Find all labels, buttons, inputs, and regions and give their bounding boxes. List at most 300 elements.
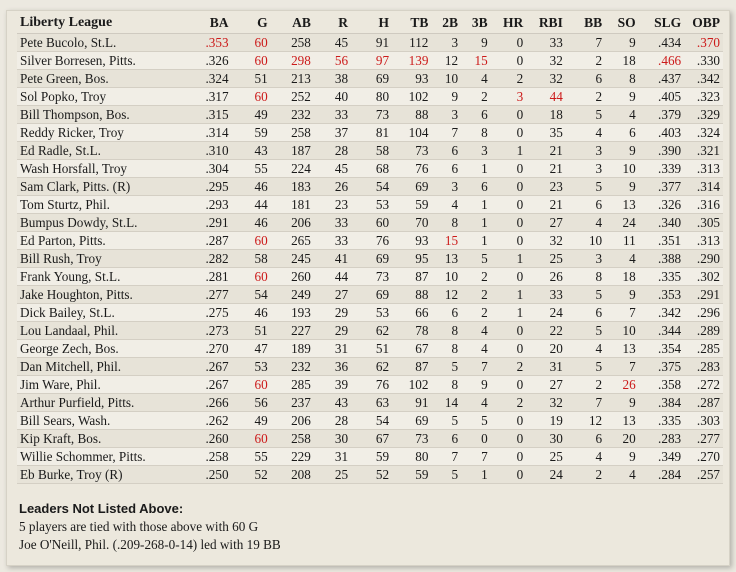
stat-cell: 298	[291, 52, 311, 68]
stat-cell: 51	[254, 322, 268, 338]
stat-cell: 24	[549, 466, 563, 482]
stat-cell: 0	[516, 322, 524, 338]
stat-cell: 5	[595, 322, 603, 338]
notes-line: Joe O'Neill, Phil. (.209-268-0-14) led with 19 BB	[19, 537, 281, 552]
column-header: HR	[491, 13, 527, 34]
table-row	[17, 268, 723, 286]
stat-cell: .257	[696, 466, 720, 482]
stat-cell: 62	[375, 358, 390, 374]
stat-cell: 0	[516, 52, 524, 68]
stat-cell: .290	[696, 250, 720, 266]
stat-cell: 2	[516, 394, 524, 410]
table-row	[17, 286, 723, 304]
stat-cell: 87	[415, 358, 429, 374]
stat-cell: 139	[408, 52, 429, 68]
stat-cell: 63	[375, 394, 390, 410]
stat-cell: 265	[291, 232, 311, 248]
stat-cell: .379	[658, 106, 682, 122]
stat-cell: .284	[658, 466, 682, 482]
stat-cell: .291	[205, 214, 229, 230]
stat-cell: .266	[205, 394, 229, 410]
stat-cell: .267	[205, 376, 229, 392]
stat-cell: 78	[415, 322, 429, 338]
stat-cell: 3	[451, 34, 459, 50]
stat-cell: 7	[629, 304, 636, 320]
stat-cell: 59	[415, 196, 429, 212]
stat-cell: 91	[375, 34, 390, 50]
stat-cell: 45	[334, 160, 349, 176]
stat-cell: 1	[516, 142, 524, 158]
stat-cell: 14	[444, 394, 459, 410]
notes-heading: Leaders Not Listed Above:	[19, 501, 184, 516]
stat-cell: .326	[658, 196, 682, 212]
stat-cell: 0	[516, 232, 524, 248]
stat-cell: 29	[334, 322, 349, 338]
stat-cell: 4	[595, 124, 603, 140]
stat-cell: 58	[254, 250, 268, 266]
stat-cell: 9	[481, 376, 488, 392]
stat-cell: 32	[549, 52, 563, 68]
stat-cell: 4	[629, 106, 636, 122]
stat-cell: 0	[516, 340, 524, 356]
stat-cell: 47	[254, 340, 268, 356]
stat-cell: 6	[595, 70, 603, 86]
stat-cell: 54	[375, 412, 390, 428]
table-row	[17, 232, 723, 250]
stat-cell: 32	[549, 394, 563, 410]
stat-cell: 4	[629, 466, 636, 482]
stat-cell: 8	[451, 340, 459, 356]
stat-cell: 26	[334, 178, 349, 194]
column-header: R	[314, 13, 351, 34]
stat-cell: 13	[622, 196, 636, 212]
stat-cell: .277	[205, 286, 229, 302]
stat-cell: 95	[415, 250, 429, 266]
stat-cell: .277	[696, 430, 720, 446]
stat-cell: .287	[205, 232, 229, 248]
stat-cell: 53	[254, 358, 268, 374]
leaders-notes	[19, 500, 281, 554]
stat-cell: 9	[629, 394, 636, 410]
stat-cell: 5	[451, 412, 459, 428]
stat-cell: 4	[481, 322, 488, 338]
stat-cell: 0	[516, 160, 524, 176]
stat-cell: 193	[291, 304, 311, 320]
player-name: Jim Ware, Phil.	[20, 376, 101, 392]
stat-cell: .272	[696, 376, 720, 392]
player-name: Bill Sears, Wash.	[20, 412, 111, 428]
stat-cell: 5	[481, 412, 488, 428]
stat-cell: 33	[549, 286, 563, 302]
stat-cell: 2	[595, 376, 603, 392]
table-row	[17, 178, 723, 196]
stat-cell: 0	[516, 412, 524, 428]
stat-cell: .289	[696, 322, 720, 338]
player-name: Sam Clark, Pitts. (R)	[20, 178, 131, 194]
stat-cell: 249	[291, 286, 311, 302]
stat-cell: 19	[549, 412, 563, 428]
stat-cell: .403	[658, 124, 682, 140]
stat-cell: 60	[254, 88, 268, 104]
stat-cell: 112	[409, 34, 429, 50]
stat-cell: 26	[622, 376, 636, 392]
stat-cell: .335	[658, 412, 682, 428]
stat-cell: 43	[254, 142, 268, 158]
table-row	[17, 88, 723, 106]
stat-cell: 59	[415, 466, 429, 482]
stat-cell: 13	[622, 340, 636, 356]
stat-cell: 23	[334, 196, 349, 212]
stat-cell: 7	[451, 124, 459, 140]
stat-cell: 52	[375, 466, 390, 482]
player-name: Tom Sturtz, Phil.	[20, 196, 110, 212]
stat-cell: 10	[622, 322, 636, 338]
stat-cell: 25	[334, 466, 349, 482]
stat-cell: 7	[595, 394, 603, 410]
league-stats-table	[17, 13, 723, 484]
stat-cell: 44	[334, 268, 349, 284]
stat-cell: 33	[334, 106, 349, 122]
table-row	[17, 376, 723, 394]
stat-cell: 3	[595, 142, 603, 158]
table-row	[17, 106, 723, 124]
stat-cell: 5	[451, 358, 459, 374]
stat-cell: 27	[334, 286, 349, 302]
stat-cell: 30	[549, 430, 563, 446]
stat-cell: 6	[481, 106, 488, 122]
stat-cell: .466	[658, 52, 682, 68]
stat-cell: 10	[444, 70, 459, 86]
stat-cell: .326	[205, 52, 229, 68]
stat-cell: 12	[588, 412, 603, 428]
stat-cell: 5	[595, 106, 603, 122]
stat-cell: .384	[658, 394, 682, 410]
stat-cell: .323	[696, 88, 720, 104]
stat-cell: 6	[451, 430, 459, 446]
stat-cell: 0	[516, 268, 524, 284]
stat-cell: 41	[334, 250, 349, 266]
stat-cell: 0	[516, 376, 524, 392]
stat-cell: .273	[205, 322, 229, 338]
stat-cell: 62	[375, 322, 390, 338]
player-name: George Zech, Bos.	[20, 340, 119, 356]
stat-cell: 23	[549, 178, 563, 194]
stat-cell: .313	[696, 160, 720, 176]
stat-cell: 87	[415, 268, 429, 284]
stat-cell: 5	[595, 286, 603, 302]
stat-cell: 258	[291, 430, 311, 446]
stat-cell: 1	[516, 304, 524, 320]
stat-cell: 45	[334, 34, 349, 50]
stat-cell: 8	[629, 70, 636, 86]
stat-cell: .370	[696, 34, 720, 50]
stat-cell: 3	[481, 142, 488, 158]
stat-cell: 21	[549, 142, 563, 158]
table-row	[17, 52, 723, 70]
stat-cell: 60	[254, 430, 268, 446]
stat-cell: 2	[481, 88, 488, 104]
stat-cell: 55	[254, 160, 268, 176]
column-header: AB	[271, 13, 314, 34]
player-name: Silver Borresen, Pitts.	[20, 52, 136, 68]
stat-cell: 53	[375, 196, 390, 212]
player-name: Willie Schommer, Pitts.	[20, 448, 146, 464]
player-name: Kip Kraft, Bos.	[20, 430, 102, 446]
stat-cell: .283	[658, 430, 682, 446]
stat-cell: 181	[291, 196, 311, 212]
stat-cell: 46	[254, 178, 268, 194]
stat-cell: 6	[451, 160, 459, 176]
table-row	[17, 124, 723, 142]
stat-cell: 0	[516, 196, 524, 212]
stat-cell: .250	[205, 466, 229, 482]
player-name: Arthur Purfield, Pitts.	[20, 394, 135, 410]
stat-cell: 25	[549, 448, 563, 464]
stat-cell: 189	[291, 340, 311, 356]
stat-cell: 18	[622, 52, 636, 68]
stat-cell: 97	[375, 52, 390, 68]
stat-cell: 4	[595, 340, 603, 356]
stat-cell: 49	[254, 412, 268, 428]
stat-cell: 10	[444, 268, 459, 284]
stats-panel	[6, 10, 730, 566]
table-row	[17, 466, 723, 484]
stat-cell: 80	[375, 88, 390, 104]
stat-cell: 81	[375, 124, 390, 140]
stat-cell: .344	[658, 322, 682, 338]
player-name: Dick Bailey, St.L.	[20, 304, 115, 320]
stat-cell: 31	[334, 448, 349, 464]
table-row	[17, 196, 723, 214]
stat-cell: 37	[334, 124, 349, 140]
player-name: Reddy Ricker, Troy	[20, 124, 124, 140]
stat-cell: 54	[254, 286, 268, 302]
player-name: Jake Houghton, Pitts.	[20, 286, 133, 302]
table-row	[17, 142, 723, 160]
stat-cell: 15	[474, 52, 488, 68]
stat-cell: 0	[516, 34, 524, 50]
stat-cell: 2	[516, 70, 524, 86]
stat-cell: .258	[205, 448, 229, 464]
stat-cell: .283	[696, 358, 720, 374]
stat-cell: .390	[658, 142, 682, 158]
stat-cell: .310	[205, 142, 229, 158]
stat-cell: .351	[658, 232, 682, 248]
stat-cell: 69	[375, 70, 390, 86]
stat-cell: .262	[205, 412, 229, 428]
stat-cell: 2	[481, 268, 488, 284]
stat-cell: 49	[254, 106, 268, 122]
stat-cell: 2	[595, 52, 603, 68]
stat-cell: 0	[516, 106, 524, 122]
stat-cell: 4	[481, 340, 488, 356]
stat-cell: 187	[291, 142, 311, 158]
stat-cell: 76	[415, 160, 429, 176]
stat-cell: 7	[629, 358, 636, 374]
player-name: Eb Burke, Troy (R)	[20, 466, 123, 482]
stat-cell: 5	[595, 358, 603, 374]
player-name: Frank Young, St.L.	[20, 268, 121, 284]
stat-cell: 260	[291, 268, 311, 284]
stat-cell: 8	[451, 322, 459, 338]
table-row	[17, 322, 723, 340]
stat-cell: 31	[334, 340, 349, 356]
stat-cell: .282	[205, 250, 229, 266]
stat-cell: 1	[481, 232, 488, 248]
column-header: BA	[185, 13, 231, 34]
stat-cell: .314	[696, 178, 720, 194]
stat-cell: 258	[291, 124, 311, 140]
stat-cell: 9	[629, 34, 636, 50]
stat-cell: 208	[291, 466, 311, 482]
stat-cell: .293	[205, 196, 229, 212]
stat-cell: 60	[254, 268, 268, 284]
player-name: Dan Mitchell, Phil.	[20, 358, 122, 374]
player-name: Pete Bucolo, St.L.	[20, 34, 117, 50]
stat-cell: 56	[334, 52, 349, 68]
stat-cell: 102	[408, 376, 429, 392]
stat-cell: .313	[696, 232, 720, 248]
stat-cell: .287	[696, 394, 720, 410]
stat-cell: 4	[595, 214, 603, 230]
stat-cell: 5	[451, 466, 459, 482]
stat-cell: 237	[291, 394, 311, 410]
stat-cell: .315	[205, 106, 229, 122]
stat-cell: .329	[696, 106, 720, 122]
stat-cell: 245	[291, 250, 311, 266]
stat-cell: 29	[334, 304, 349, 320]
stat-cell: 52	[254, 466, 268, 482]
stat-cell: 13	[444, 250, 459, 266]
stat-cell: 24	[549, 304, 563, 320]
stat-cell: 58	[375, 142, 390, 158]
stat-cell: 224	[291, 160, 311, 176]
stat-cell: 7	[451, 448, 459, 464]
stat-cell: 9	[629, 88, 636, 104]
stat-cell: 1	[481, 196, 488, 212]
stat-cell: 1	[516, 250, 524, 266]
stat-cell: 51	[254, 70, 268, 86]
notes-line: 5 players are tied with those above with 60 G	[19, 519, 259, 534]
table-row	[17, 34, 723, 52]
stat-cell: .330	[696, 52, 720, 68]
player-name: Ed Parton, Pitts.	[20, 232, 106, 248]
table-row	[17, 394, 723, 412]
stat-cell: .353	[658, 286, 682, 302]
stat-cell: .375	[658, 358, 682, 374]
stat-cell: 227	[291, 322, 311, 338]
stat-cell: 88	[415, 106, 429, 122]
stat-cell: 38	[334, 70, 349, 86]
stat-cell: .358	[658, 376, 682, 392]
stat-cell: 26	[549, 268, 563, 284]
stat-cell: 8	[451, 376, 459, 392]
league-title: Liberty League	[17, 13, 185, 34]
stat-cell: 6	[451, 142, 459, 158]
stat-cell: 56	[254, 394, 268, 410]
stat-cell: 35	[549, 124, 563, 140]
player-rows	[17, 34, 723, 484]
stat-cell: 9	[629, 178, 636, 194]
stat-cell: 69	[375, 286, 390, 302]
stat-cell: .354	[658, 340, 682, 356]
table-row	[17, 340, 723, 358]
stat-cell: .281	[205, 268, 229, 284]
stat-cell: 60	[254, 34, 268, 50]
stat-cell: 232	[291, 358, 311, 374]
stat-cell: 33	[334, 214, 349, 230]
stat-cell: 93	[415, 232, 429, 248]
stat-cell: 11	[622, 232, 636, 248]
stat-cell: 36	[334, 358, 349, 374]
stat-cell: .316	[696, 196, 720, 212]
stat-cell: 9	[629, 142, 636, 158]
stat-cell: 10	[588, 232, 603, 248]
stat-cell: 67	[375, 430, 390, 446]
stat-cell: .295	[205, 178, 229, 194]
stat-cell: 51	[375, 340, 390, 356]
stat-cell: 28	[334, 142, 349, 158]
stat-cell: .437	[658, 70, 682, 86]
stat-cell: 3	[451, 106, 459, 122]
stat-cell: 4	[629, 250, 636, 266]
table-row	[17, 358, 723, 376]
stat-cell: .270	[205, 340, 229, 356]
table-row	[17, 430, 723, 448]
stat-cell: 252	[291, 88, 311, 104]
stat-cell: 33	[549, 34, 563, 50]
stat-cell: 69	[415, 178, 429, 194]
stat-cell: 20	[622, 430, 636, 446]
stat-cell: 68	[375, 160, 390, 176]
stat-cell: .314	[205, 124, 229, 140]
stat-cell: 59	[375, 448, 390, 464]
stat-cell: 31	[549, 358, 563, 374]
stat-cell: 4	[481, 70, 488, 86]
stat-cell: 67	[415, 340, 429, 356]
stat-cell: .304	[205, 160, 229, 176]
stat-cell: .340	[658, 214, 682, 230]
stat-cell: 6	[595, 304, 603, 320]
stat-cell: 24	[622, 214, 636, 230]
stat-cell: 9	[629, 448, 636, 464]
stat-cell: 3	[595, 250, 603, 266]
stat-cell: 2	[516, 358, 524, 374]
stat-cell: 53	[375, 304, 390, 320]
stat-cell: 6	[595, 430, 603, 446]
stat-cell: .324	[205, 70, 229, 86]
stat-cell: 69	[415, 412, 429, 428]
stat-cell: 0	[516, 430, 524, 446]
stat-cell: 2	[481, 304, 488, 320]
player-name: Bill Rush, Troy	[20, 250, 102, 266]
stat-cell: 15	[444, 232, 459, 248]
stat-cell: 12	[444, 52, 459, 68]
stat-cell: 20	[549, 340, 563, 356]
stat-cell: .405	[658, 88, 682, 104]
stat-cell: 40	[334, 88, 349, 104]
player-name: Bill Thompson, Bos.	[20, 106, 130, 122]
stat-cell: .434	[658, 34, 682, 50]
player-name: Pete Green, Bos.	[20, 70, 109, 86]
stat-cell: .353	[205, 34, 229, 50]
stat-cell: 76	[375, 376, 390, 392]
stat-cell: 5	[595, 178, 603, 194]
stat-cell: 54	[375, 178, 390, 194]
stat-cell: 2	[481, 286, 488, 302]
stat-cell: .260	[205, 430, 229, 446]
stat-cell: .291	[696, 286, 720, 302]
